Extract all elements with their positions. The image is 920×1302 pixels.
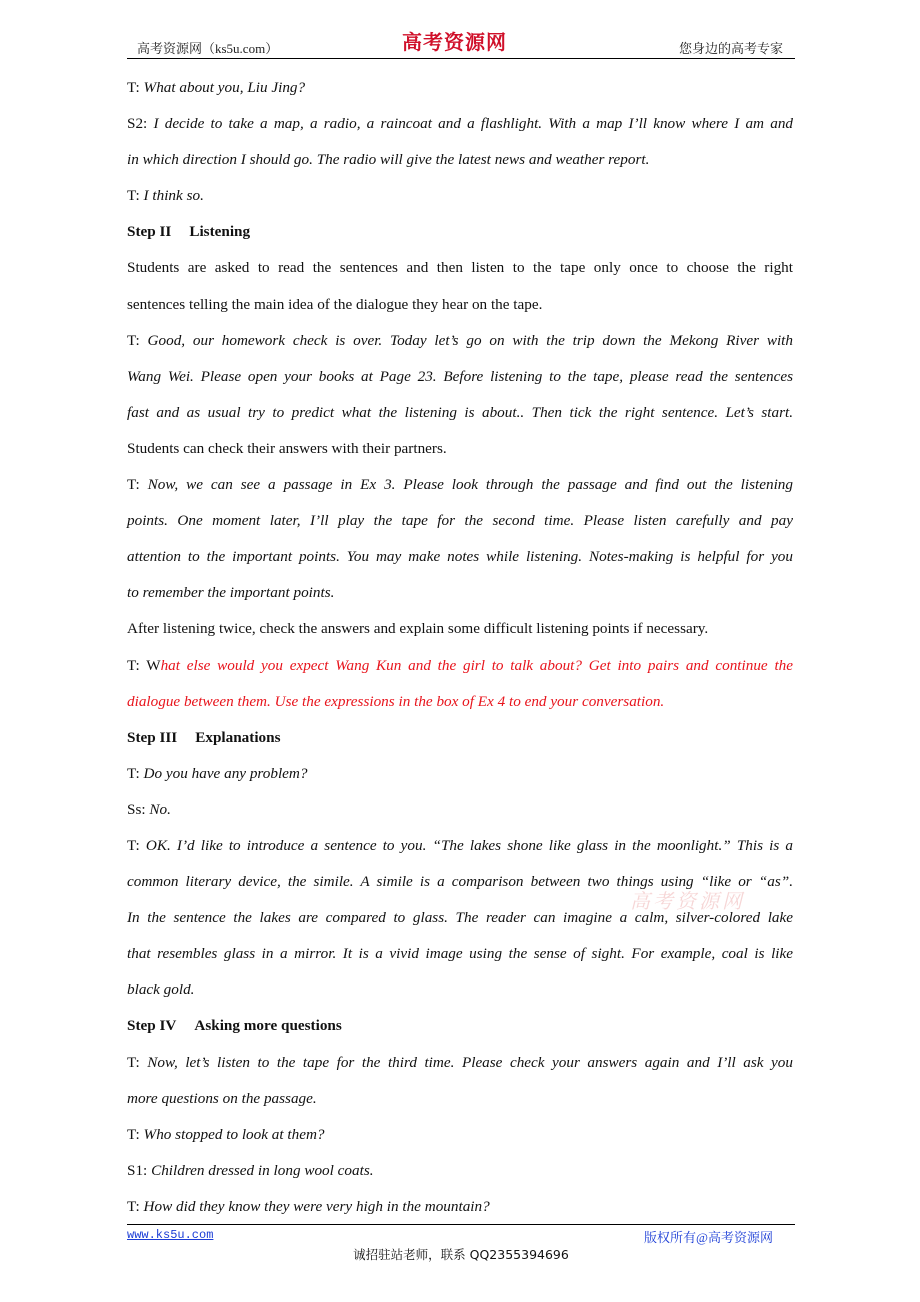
footer-contact: 诚招驻站老师，联系 QQ2355394696 (353, 1247, 569, 1262)
step-label: Step II (127, 223, 172, 241)
header-slogan: 您身边的高考专家 (678, 41, 783, 56)
document-body (127, 70, 793, 1225)
section-heading (127, 720, 793, 756)
dialogue-text: Now, we can see a passage in Ex 3. Please look through the passage and find out the listening (147, 476, 793, 494)
instruction-line (127, 611, 793, 647)
dialogue-line (127, 972, 793, 1008)
dialogue-text: Who stopped to look at them? (143, 1125, 325, 1143)
dialogue-text: that resembles glass in a mirror. It is a vivid image using the sense of sight. For example, coal is like (127, 945, 793, 963)
instruction-text: Students are asked to read the sentences and then listen to the tape only once to choose the right (127, 259, 793, 277)
dialogue-line (127, 503, 793, 539)
dialogue-line (127, 756, 793, 792)
dialogue-line (127, 828, 793, 864)
speaker-label: T: (127, 331, 148, 349)
site-logo: 高考资源网 (402, 30, 507, 54)
dialogue-text: in which direction I should go. The radio will give the latest news and weather report. (127, 151, 650, 169)
speaker-label: T: (127, 187, 144, 205)
dialogue-line (127, 792, 793, 828)
dialogue-line (127, 359, 793, 395)
dialogue-text: In the sentence the lakes are compared to glass. The reader can imagine a calm, silver-colored lake (127, 909, 793, 927)
speaker-label: T: (127, 1053, 148, 1071)
dialogue-line (127, 936, 793, 972)
dialogue-text: Children dressed in long wool coats. (151, 1161, 374, 1179)
dialogue-text: attention to the important points. You may make notes while listening. Notes-making is helpful for you (127, 548, 793, 566)
speaker-label: T: (127, 476, 148, 494)
dialogue-text: points. One moment later, I’ll play the tape for the second time. Please listen carefully and pay (127, 512, 793, 530)
step-label: Step IV (127, 1017, 177, 1035)
speaker-label: Ss: (127, 800, 150, 818)
page-header (127, 30, 795, 59)
watermark-logo: 高考资源网 (630, 891, 745, 913)
highlighted-text: dialogue between them. Use the expressions in the box of Ex 4 to end your conversation. (127, 692, 665, 710)
dialogue-text: OK. I’d like to introduce a sentence to you. “The lakes shone like glass in the moonlight.” This is a (145, 836, 793, 854)
dialogue-text: Now, let’s listen to the tape for the third time. Please check your answers again and I’ll ask you (147, 1053, 793, 1071)
dialogue-line (127, 684, 793, 720)
dialogue-line (127, 1045, 793, 1081)
section-heading (127, 214, 793, 250)
dialogue-line (127, 1081, 793, 1117)
speaker-label: S1: (127, 1161, 152, 1179)
dialogue-text: I decide to take a map, a radio, a raincoat and a flashlight. With a map I’ll know where I am and (153, 115, 794, 133)
dialogue-text: to remember the important points. (127, 584, 335, 602)
footer-site-link[interactable]: www.ks5u.com (127, 1228, 214, 1242)
dialogue-line (127, 1117, 793, 1153)
speaker-label: T: (127, 836, 146, 854)
step-title: Listening (189, 223, 251, 241)
instruction-text: Students can check their answers with their partners. (127, 439, 447, 457)
dialogue-line (127, 70, 793, 106)
speaker-label: T: (127, 1197, 144, 1215)
dialogue-text: What about you, Liu Jing? (143, 79, 306, 96)
instruction-text: sentences telling the main idea of the dialogue they hear on the tape. (127, 295, 543, 313)
dialogue-line (127, 648, 793, 684)
header-site-name: 高考资源网（ks5u.com） (137, 41, 279, 56)
speaker-label: T: (127, 764, 144, 782)
speaker-label: T: W (127, 656, 161, 674)
dialogue-text: Wang Wei. Please open your books at Page 23. Before listening to the tape, please read the sentences (127, 367, 793, 385)
dialogue-text: Do you have any problem? (143, 764, 308, 782)
dialogue-text: No. (149, 800, 171, 818)
instruction-line (127, 431, 793, 467)
highlighted-text: hat else would you expect Wang Kun and the girl to talk about? Get into pairs and continue the (160, 656, 793, 674)
dialogue-line (127, 1153, 793, 1189)
dialogue-line (127, 539, 793, 575)
dialogue-text: common literary device, the simile. A simile is a comparison between two things using “like or “as”. (127, 873, 793, 891)
step-title: Asking more questions (194, 1017, 342, 1035)
dialogue-line (127, 178, 793, 214)
step-title: Explanations (195, 728, 281, 746)
dialogue-text: fast and as usual try to predict what the listening is about.. Then tick the right sentence. Let’s start. (127, 403, 793, 421)
dialogue-line (127, 106, 793, 142)
dialogue-line (127, 575, 793, 611)
speaker-label: T: (127, 79, 144, 96)
speaker-label: S2: (127, 115, 154, 133)
instruction-line (127, 250, 793, 286)
dialogue-line (127, 1189, 793, 1225)
dialogue-text: black gold. (127, 981, 195, 999)
instruction-line (127, 287, 793, 323)
footer-copyright: 版权所有@高考资源网 (644, 1230, 773, 1245)
dialogue-text: I think so. (143, 187, 204, 205)
dialogue-line (127, 467, 793, 503)
page-footer (127, 1224, 795, 1262)
speaker-label: T: (127, 1125, 144, 1143)
step-label: Step III (127, 728, 178, 746)
dialogue-text: How did they know they were very high in the mountain? (143, 1197, 490, 1215)
dialogue-text: more questions on the passage. (127, 1089, 317, 1107)
dialogue-line (127, 395, 793, 431)
section-heading (127, 1008, 793, 1044)
dialogue-line (127, 323, 793, 359)
dialogue-line (127, 142, 793, 178)
instruction-text: After listening twice, check the answers and explain some difficult listening points if necessary. (127, 620, 709, 638)
dialogue-text: Good, our homework check is over. Today let’s go on with the trip down the Mekong River with (147, 331, 793, 349)
